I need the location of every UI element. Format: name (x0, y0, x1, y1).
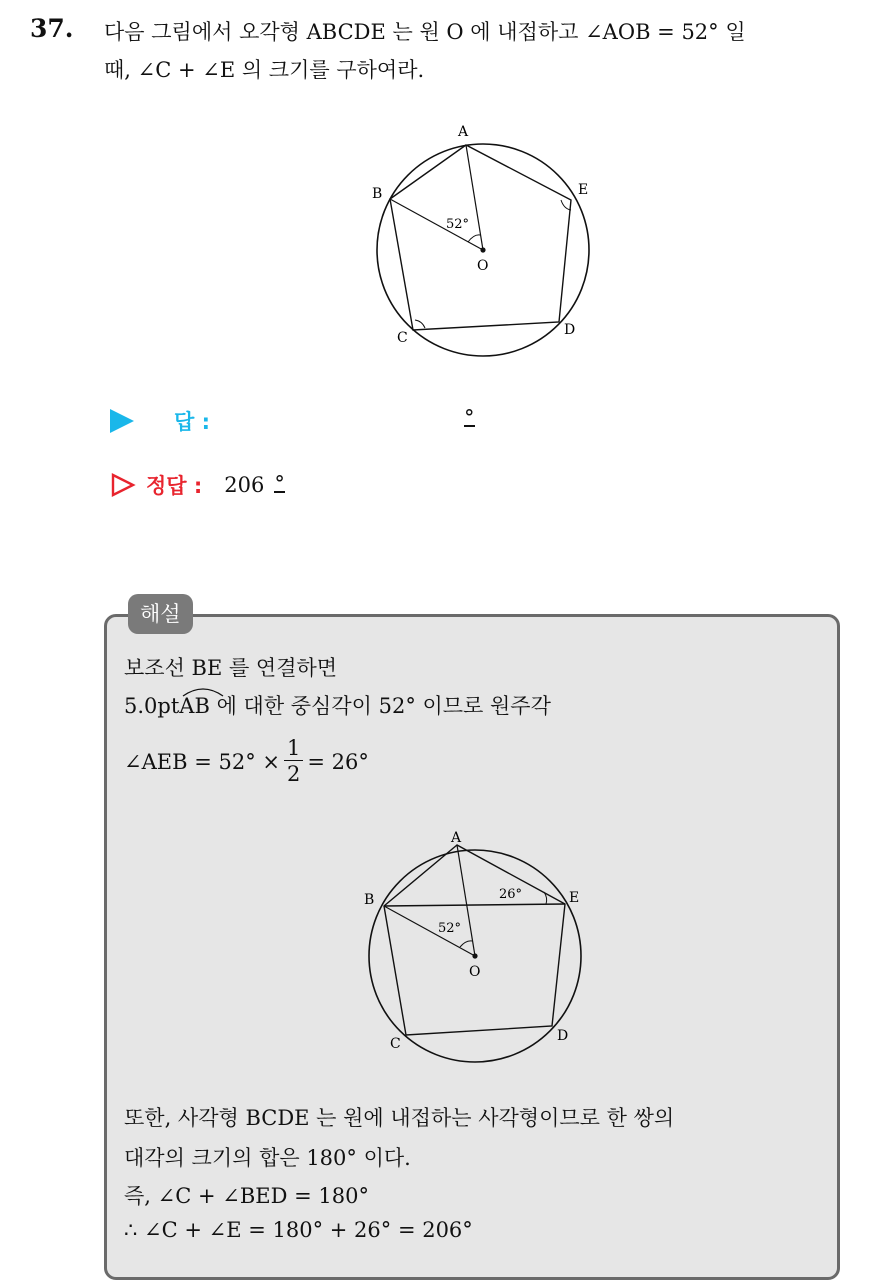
label-e: E (569, 890, 580, 906)
solution-line4: 또한, 사각형 BCDE 는 원에 내접하는 사각형이므로 한 쌍의 (124, 1106, 675, 1130)
solution-line3: ∠AEB = 52° × $\frac{1}{2}$ = 26° (124, 736, 369, 786)
solution-tag: 해설 (128, 594, 193, 634)
question-number: 37. (30, 14, 74, 43)
solution-line2-prefix: 5.0pt (124, 694, 180, 718)
solution-line1: 보조선 BE 를 연결하면 (124, 656, 338, 680)
solution-line6: 즉, ∠C + ∠BED = 180° (124, 1184, 369, 1208)
question-text-line1: 다음 그림에서 오각형 ABCDE 는 원 O 에 내접하고 ∠AOB = 52° 일 (104, 20, 746, 44)
arc-ab: AB (179, 694, 210, 718)
label-d: D (557, 1028, 569, 1044)
answer-unit: ° (464, 406, 475, 430)
label-b: B (364, 892, 375, 908)
solution-line5: 대각의 크기의 합은 180° 이다. (124, 1146, 411, 1170)
answer-label: 답 : (174, 410, 210, 434)
correct-unit: ° (274, 472, 285, 496)
fraction-one-half: $\frac{1}{2}$ (284, 736, 303, 787)
label-a: A (451, 830, 462, 846)
pentagon-figure-with-be (356, 826, 596, 1070)
angle-label-52: 52° (438, 921, 462, 936)
correct-answer-row (110, 470, 285, 500)
label-b: B (372, 186, 383, 202)
answer-blank[interactable] (454, 406, 475, 430)
correct-value: 206 (224, 473, 265, 497)
label-e: E (578, 182, 589, 198)
answer-row (110, 406, 210, 436)
solution-line2-rest: 에 대한 중심각이 52° 이므로 원주각 (209, 694, 551, 718)
outline-triangle-icon (110, 472, 136, 498)
label-c: C (397, 330, 408, 346)
label-o: O (477, 258, 489, 274)
question-text-line2: 때, ∠C + ∠E 의 크기를 구하여라. (104, 58, 425, 82)
angle-label-52: 52° (446, 217, 470, 232)
pentagon-figure (364, 118, 604, 362)
label-c: C (390, 1036, 401, 1052)
solution-line7: ∴ ∠C + ∠E = 180° + 26° = 206° (124, 1218, 473, 1242)
solution-line2 (124, 690, 551, 720)
correct-label: 정답 : (146, 474, 203, 498)
label-a: A (458, 124, 469, 140)
angle-label-26: 26° (499, 887, 523, 902)
play-triangle-icon (110, 409, 134, 433)
label-d: D (564, 322, 576, 338)
label-o: O (469, 964, 481, 980)
